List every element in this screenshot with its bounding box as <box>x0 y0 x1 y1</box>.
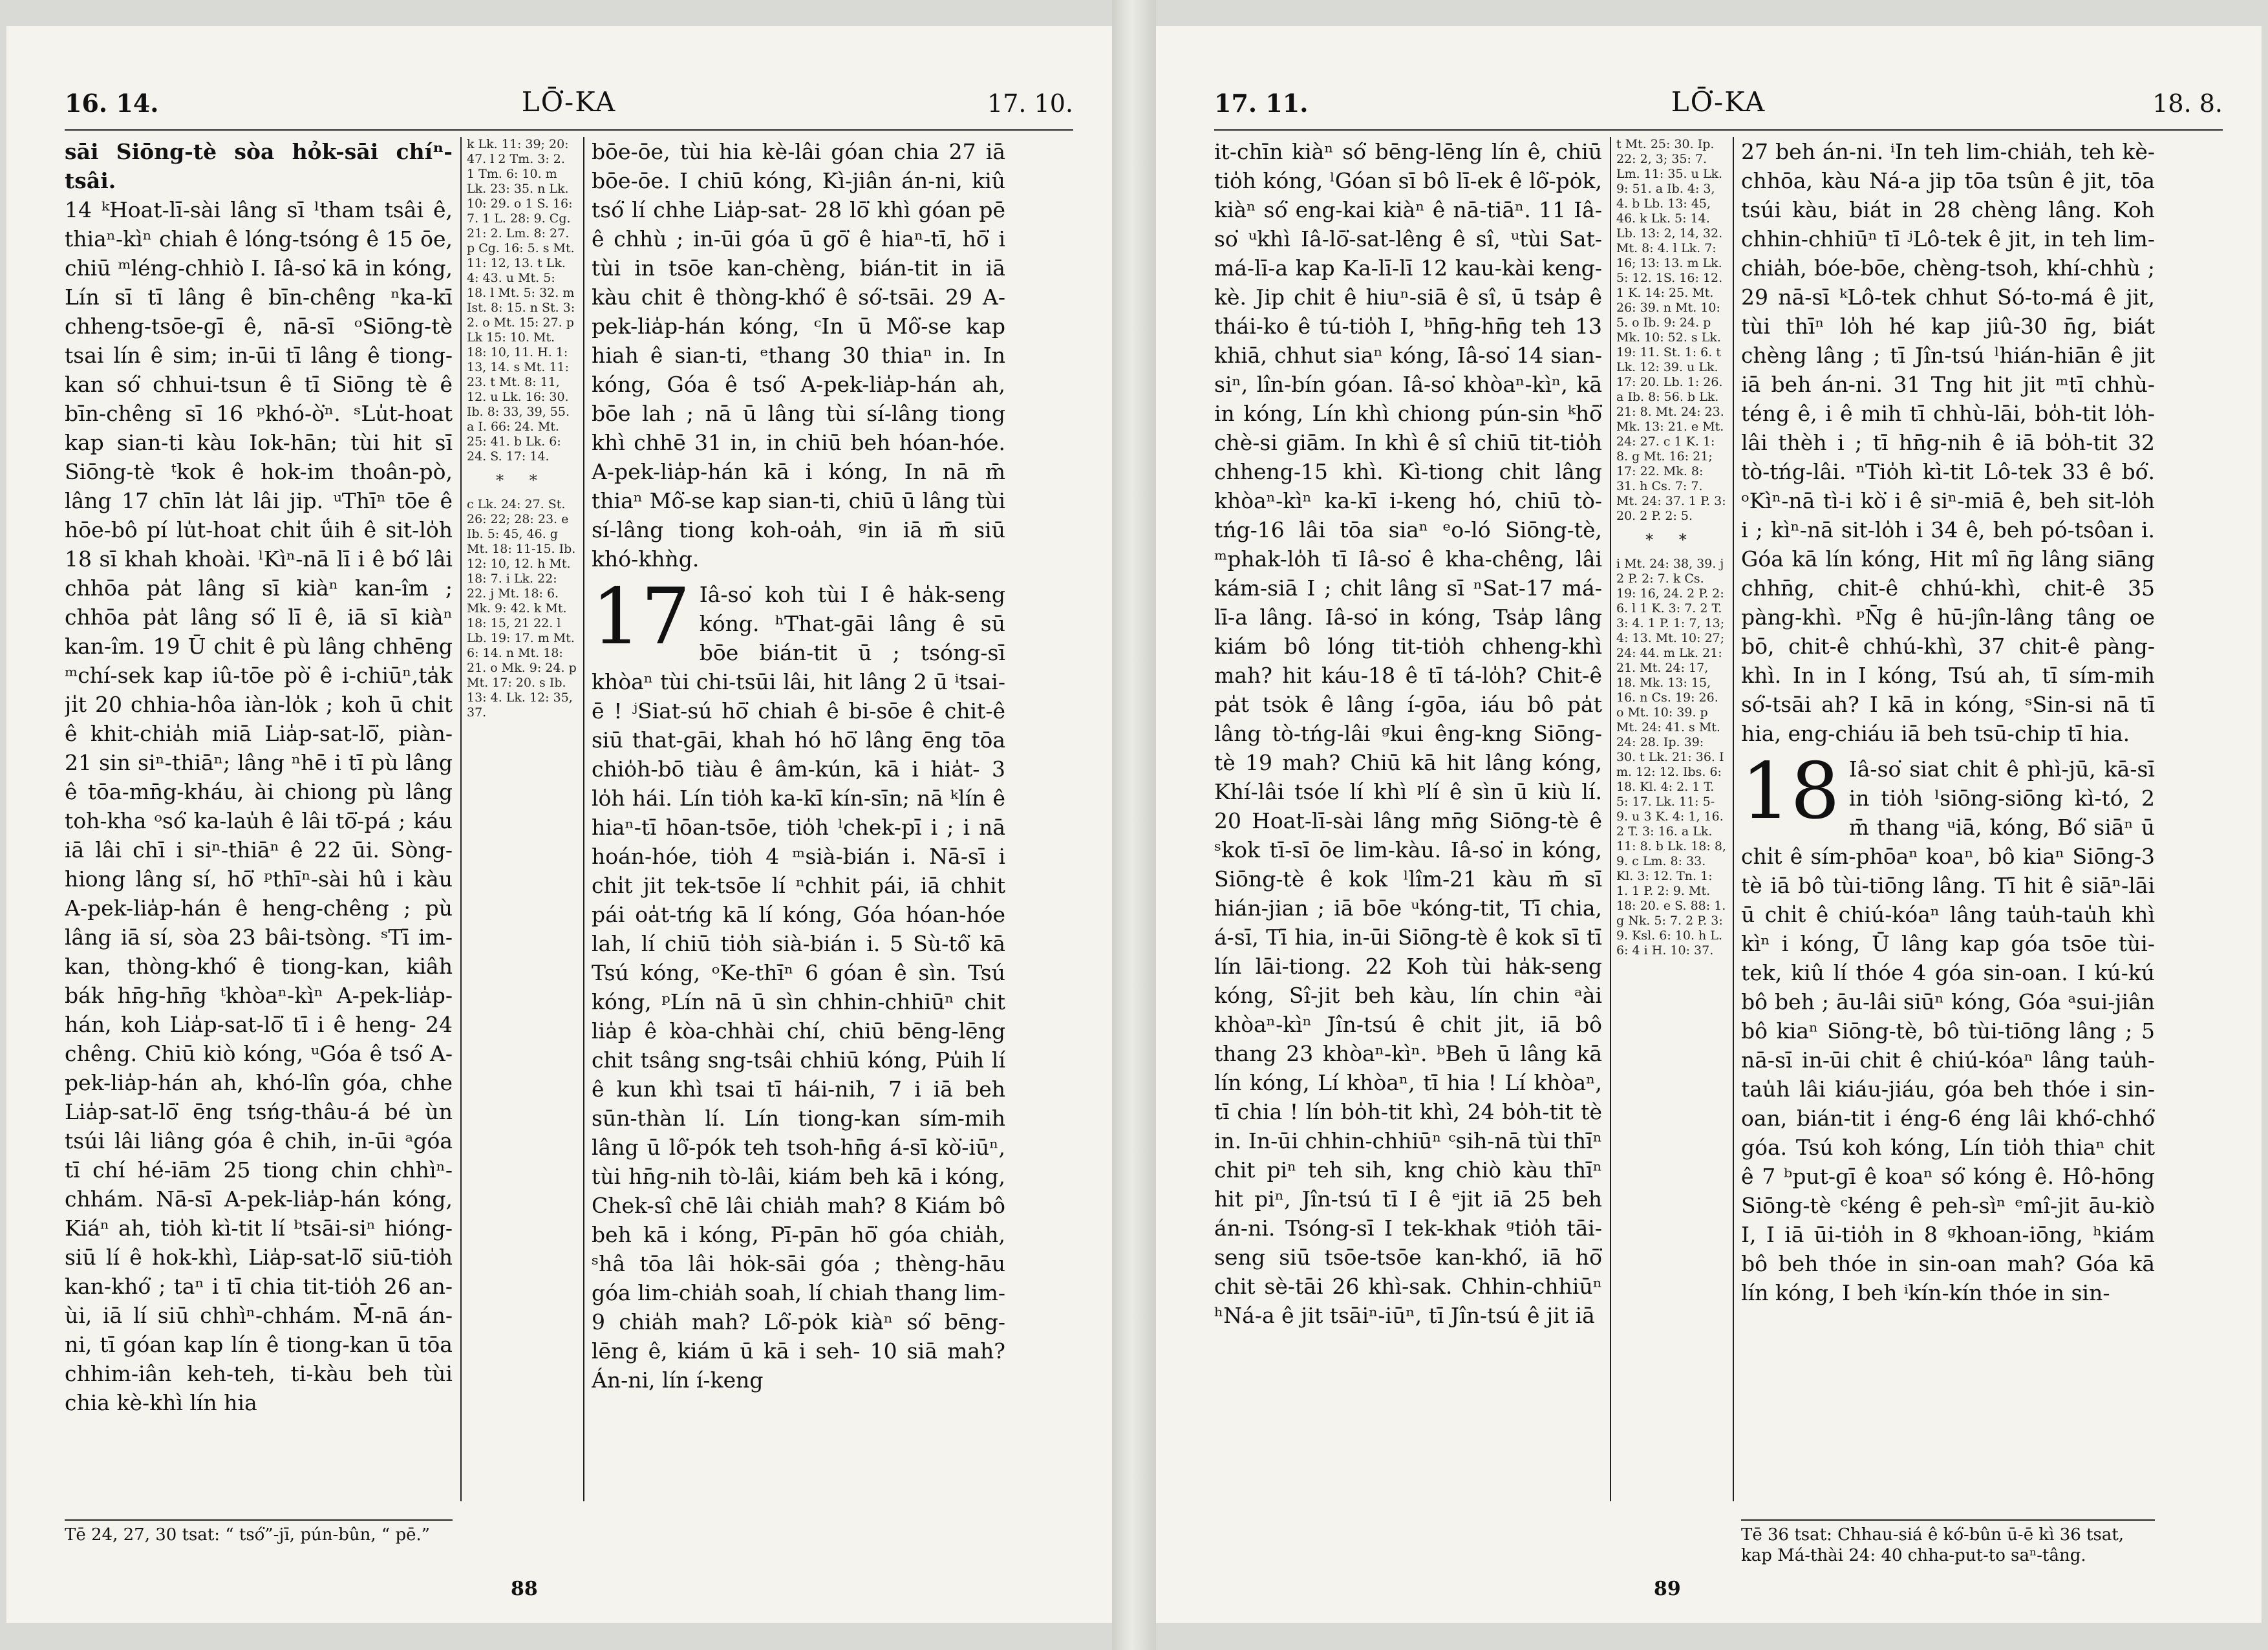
right-divider-2 <box>1733 137 1734 1501</box>
left-header-book-title: LŌ͘-KA <box>521 86 617 118</box>
left-divider-2 <box>583 137 584 1501</box>
left-page-number: 88 <box>511 1578 538 1600</box>
right-col2-body-b: Iâ-so͘ siat chi̍t ê phì-jū, kā-sī in tio̍h ˡsiōng-siōng kì-tó, 2 m̄ thang ᵘiā, kóng, Bó͘ siāⁿ ū chi̍t ê sím-phōaⁿ koaⁿ, bô kiaⁿ Siōng-3 tè iā bô tùi-tiōng lâng. Tī hit ê siāⁿ-lāi ū chi̍t ê chiú-kóaⁿ lâng tau̍h-tau̍h khì kìⁿ i kóng, Ū lâng kap góa tsōe tùi-tek, kiû lí thóe 4 góa sin-oan. I kú-kú bô beh ; āu-lâi siūⁿ kóng, Góa ᵃsui-jiân bô kiaⁿ Siōng-tè, bô tùi-tiōng lâng ; 5 nā-sī in-ūi chit ê chiú-kóaⁿ lâng tau̍h-tau̍h lâi kiáu-jiáu, góa beh thóe i sin-oan, bián-tit i éng-6 éng lâi khó͘-chhó͘ góa. Tsú koh kóng, Lín tio̍h thiaⁿ chit ê 7 ᵇput-gī ê koaⁿ só͘ kóng ê. Hô-hōng Siōng-tè ᶜkéng ê peh-sìⁿ ᵉmî-jit āu-kiò I, I iā ūi-tio̍h in 8 ᵍkhoan-iōng, ʰkiám bô beh thóe in sin-oan mah? Góa kā lín kóng, I beh ⁱkín-kín thóe in sin- <box>1741 756 2155 1305</box>
left-header-verse-start: 16. 14. <box>65 89 159 118</box>
left-refs-lower: c Lk. 24: 27. St. 26: 22; 28: 23. e Ib. 5: 45, 46. g Mt. 18: 11-15. Ib. 12: 10, 12. h Mt. 18: 7. i Lk. 22: 22. j Mt. 18: 6. Mk. 9: 42. k Mt. 18: 15, 21 22. l Lb. 19: 17. m Mt. 6: 14. n Mt. 18: 21. o Mk. 9: 24. p Mt. 17: 20. s Ib. 13: 4. Lk. 12: 35, 37. <box>467 497 577 720</box>
right-col2-body-a: 27 beh án-ni. ⁱIn teh lim-chia̍h, teh kè-chhōa, kàu Ná-a jip tōa tsûn ê jit, tōa tsúi kàu, biát in 28 chèng lâng. Koh chhin-chhiūⁿ tī ʲLô-tek ê jit, in teh lim-chia̍h, bóe-bōe, chèng-tsoh, khí-chhù ; 29 nā-sī ᵏLô-tek chhut Só-to-má ê jit, tùi thīⁿ lo̍h hé kap jiû-30 n̄g, biát chèng lâng ; tī Jîn-tsú ˡhián-hiān ê jit iā beh án-ni. 31 Tng hit jit ᵐtī chhù-téng ê, i ê mih tī chhù-lāi, bo̍h-tit lo̍h-lâi thèh i ; tī hn̄g-nih ê iā bo̍h-tit 32 tò-tńg-lâi. ⁿTio̍h kì-tit Lô-tek 33 ê bó͘. ᵒKìⁿ-nā tì-i kò͘ i ê siⁿ-miā ê, beh sit-lo̍h i ; kìⁿ-nā sit-lo̍h i 34 ê, beh pó-tsôan i. Góa kā lín kóng, Hit mî n̄g lâng siāng chhn̄g, chit-ê chhú-khì, chit-ê 35 pàng-khì. ᵖN̄g ê hū-jîn-lâng tâng oe bō, chit-ê chhú-khì, 37 chit-ê pàng-khì. In in I kóng, Tsú ah, tī sím-mih só͘-tsāi ah? I kā in kóng, ˢSin-si nā tī hia, eng-chiáu iā beh tsū-chip tī hia. <box>1741 139 2155 746</box>
left-header-rule <box>65 129 1073 131</box>
left-page <box>6 26 1112 1623</box>
right-header-rule <box>1214 129 2223 131</box>
left-footnote: Tē 24, 27, 30 tsat: “ tsó͘”-jī, pún-bûn, “ pē.” <box>65 1519 453 1545</box>
right-running-header <box>1214 78 2223 123</box>
right-page-number: 89 <box>1654 1578 1681 1600</box>
left-refs-stars: * * <box>496 471 548 489</box>
chapter-number-17: 17 <box>592 572 690 662</box>
left-divider-1 <box>460 137 462 1501</box>
left-running-header <box>65 78 1073 123</box>
left-col1-body: 14 ᵏHoat-lī-sài lâng sī ˡtham tsâi ê, thiaⁿ-kìⁿ chiah ê lóng-tsóng ê 15 ōe, chiū ᵐléng-chhiò I. Iâ-so͘ kā in kóng, Lín sī tī lâng ê bīn-chêng ⁿka-kī chheng-tsōe-gī ê, nā-sī ᵒSiōng-tè tsai lín ê sim; in-ūi tī lâng ê tiong-kan só͘ chhui-tsun ê tī Siōng tè ê bīn-chêng sī 16 ᵖkhó-ò͘ⁿ. ˢLu̍t-hoat kap sian-ti kàu Iok-hān; tùi hit sī Siōng-tè ᵗkok ê hok-im thoân-pò, lâng 17 chīn la̍t lâi jip. ᵘThīⁿ tōe ê hōe-bô pí lu̍t-hoat chi̍t ǘih ê sit-lo̍h 18 sī khah khoài. ˡKìⁿ-nā lī i ê bó͘ lâi chhōa pa̍t lâng sī kiàⁿ kan-îm ; chhōa pa̍t lâng só͘ lī ê, iā sī kiàⁿ kan-îm. 19 Ū chi̍t ê pù lâng chhēng ᵐchí-sek kap iû-tōe pò͘ ê i-chiūⁿ,ta̍k ji̍t 20 chhia-hôa iàn-lo̍k ; koh ū chi̍t ê khit-chia̍h miā Lia̍p-sat-lō͘, piàn- 21 sin siⁿ-thiāⁿ; lâng ⁿhē i tī pù lâng ê tōa-mn̄g-kháu, ài chiong pù lâng toh-kha ᵒsó͘ ka-lau̍h ê lâi tō͘-pá ; káu iā lâi chī i siⁿ-thiāⁿ ê 22 ūi. Sòng-hiong lâng sí, hō͘ ᵖthīⁿ-sài hû i kàu A-pek-lia̍p-hán ê heng-chêng ; pù lâng iā sí, sòa 23 bâi-tsòng. ˢTī im-kan, thòng-khó͘ ê tiong-kan, kiâh bák hn̄g-hn̄g ᵗkhòaⁿ-kìⁿ A-pek-lia̍p-hán, koh Lia̍p-sat-lō͘ tī i ê heng- 24 chêng. Chiū kiò kóng, ᵘGóa ê tsó͘ A-pek-lia̍p-hán ah, khó-lîn góa, chhe Lia̍p-sat-lō͘ ēng tsńg-thâu-á bé ùn tsúi lâi liâng góa ê chih, in-ūi ᵃgóa tī chí hé-iām 25 tiong chin chhìⁿ-chhám. Nā-sī A-pek-lia̍p-hán kóng, Kiáⁿ ah, tio̍h kì-tit lí ᵇtsāi-siⁿ hióng-siū lí ê hok-khì, Lia̍p-sat-lō͘ siū-tio̍h kan-khó͘ ; taⁿ i tī chia tit-tio̍h 26 an-ùi, iā lí siū chhìⁿ-chhám. M̄-nā án-ni, tī góan kap lín ê tiong-kan ū tōa chhim-iân keh-teh, ti-kàu beh tùi chia kè-khì lín hia <box>65 197 453 1415</box>
right-cross-references <box>1616 137 1726 1501</box>
left-header-verse-end: 17. 10. <box>987 89 1073 118</box>
right-refs-stars: * * <box>1645 531 1697 549</box>
left-col1-heading: sāi Siōng-tè sòa hỏk-sāi chíⁿ-tsâi. <box>65 139 453 193</box>
right-footnote: Tē 36 tsat: Chhau-siá ê kó͘-bûn ū-ē kì 36 tsat, kap Má-thài 24: 40 chha-put-to saⁿ-tâng. <box>1741 1519 2155 1566</box>
left-cross-references <box>467 137 577 1501</box>
left-column-2 <box>592 137 1005 1501</box>
right-divider-1 <box>1610 137 1611 1501</box>
right-header-book-title: LŌ͘-KA <box>1671 86 1766 118</box>
right-refs-lower: i Mt. 24: 38, 39. j 2 P. 2: 7. k Cs. 19: 16, 24. 2 P. 2: 6. l 1 K. 3: 7. 2 T. 3: 4. 1 P. 1: 7, 13; 4: 13. Mt. 10: 27; 24: 44. m Lk. 21: 21. Mt. 24: 17, 18. Mk. 13: 15, 16. n Cs. 19: 26. o Mt. 10: 39. p Mt. 24: 41. s Mt. 24: 28. Ip. 39: 30. t Lk. 21: 36. I m. 12: 12. Ibs. 6: 18. Kl. 4: 2. 1 T. 5: 17. Lk. 11: 5-9. u 3 K. 4: 1, 16. 2 T. 3: 16. a Lk. 11: 8. b Lk. 18: 8, 9. c Lm. 8: 33. Kl. 3: 12. Tn. 1: 1. 1 P. 2: 9. Mt. 18: 20. e S. 88: 1. g Nk. 5: 7. 2 P. 3: 9. Ksl. 6: 10. h L. 6: 4 i H. 10: 37. <box>1616 557 1726 958</box>
right-header-verse-end: 18. 8. <box>2152 89 2223 118</box>
right-col1-body: it-chīn kiàⁿ só͘ bēng-lēng lín ê, chiū tio̍h kóng, ˡGóan sī bô lī-ek ê lô͘-pȯk, kiàⁿ só͘ eng-kai kiàⁿ ê nā-tiāⁿ. 11 Iâ-so͘ ᵘkhì Iâ-lō͘-sat-lêng ê sî, ᵘtùi Sat-má-lī-a kap Ka-lī-lī 12 kau-kài keng-kè. Jip chi̍t ê hiuⁿ-siā ê sî, ū tsa̍p ê thái-ko ê tú-tio̍h I, ᵇhn̄g-hn̄g teh 13 khiā, chhut siaⁿ kóng, Iâ-so͘ 14 sian-siⁿ, lîn-bín góan. Iâ-so͘ khòaⁿ-kìⁿ, kā in kóng, Lín khì chiong pún-sin ᵏhō͘ chè-si giām. In khì ê sî chiū tit-tio̍h chheng-15 khì. Kì-tiong chi̍t lâng khòaⁿ-kìⁿ ka-kī i-keng hó, chiū tò-tńg-16 lâi tōa siaⁿ ᵉo-ló Siōng-tè, ᵐphak-lo̍h tī Iâ-so͘ ê kha-chêng, lâi kám-siā I ; chi̍t lâng sī ⁿSat-17 má-lī-a lâng. Iâ-so͘ in kóng, Tsa̍p lâng kiám bô lóng tit-tio̍h chheng-khì mah? hit káu-18 ê tī tá-lo̍h? Chit-ê pa̍t tsȯk ê lâng í-gōa, iáu bô pa̍t lâng tò-tńg-lâi ᵍkui êng-kng Siōng-tè 19 mah? Chiū kā hit lâng kóng, Khí-lâi tsóe lí khì ᵖlí ê sìn ū kiù lí. 20 Hoat-lī-sài lâng mn̄g Siōng-tè ê ˢkok tī-sī ōe lim-kàu. Iâ-so͘ in kóng, Siōng-tè ê kok ˡlîm-21 kàu m̄ sī hián-jian ; iā bōe ᵘkóng-tit, Tī chia, á-sī, Tī hia, in-ūi Siōng-tè ê kok sī tī lín lāi-tiong. 22 Koh tùi ha̍k-seng kóng, Sî-jit beh kàu, lín chin ᵃài khòaⁿ-kìⁿ Jîn-tsú ê chi̍t ji̍t, iā bô thang 23 khòaⁿ-kìⁿ. ᵇBeh ū lâng kā lín kóng, Lí khòaⁿ, tī hia ! Lí khòaⁿ, tī chia ! lín bo̍h-tit khì, 24 bo̍h-tit tè in. In-ūi chhin-chhiūⁿ ᶜsih-nā tùi thīⁿ chit piⁿ teh sih, kng chiò kàu thīⁿ hit piⁿ, Jîn-tsú tī I ê ᵉjit iā 25 beh án-ni. Tsóng-sī I tek-khak ᵍtio̍h tāi-seng siū tsōe-tsōe kan-khó͘, iā hō͘ chit sè-tāi 26 khì-sak. Chhin-chhiūⁿ ʰNá-a ê jit tsāiⁿ-iūⁿ, tī Jîn-tsú ê jit iā <box>1214 139 1602 1328</box>
right-page <box>1156 26 2262 1623</box>
left-col2-body-a: bōe-ōe, tùi hia kè-lâi góan chia 27 iā bōe-ōe. I chiū kóng, Kì-jiân án-ni, kiû tsó͘ lí chhe Lia̍p-sat- 28 lō͘ khì góan pē ê chhù ; in-ūi góa ū gō͘ ê hiaⁿ-tī, hō͘ i tùi in tsōe kan-chèng, bián-tit in iā kàu chit ê thòng-khó͘ ê só͘-tsāi. 29 A-pek-lia̍p-hán kóng, ᶜIn ū Mô͘-se kap hiah ê sian-ti, ᵉthang 30 thiaⁿ in. In kóng, Góa ê tsó͘ A-pek-lia̍p-hán ah, bōe lah ; nā ū lâng tùi sí-lâng tiong khì chhē 31 in, in chiū beh hóan-hóe. A-pek-lia̍p-hán kā i kóng, In nā m̄ thiaⁿ Mô͘-se kap sian-ti, chiū ū lâng tùi sí-lâng tiong koh-oa̍h, ᵍin iā m̄ siū khó-khǹg. <box>592 139 1005 572</box>
left-col2-body-b: Iâ-so͘ koh tùi I ê ha̍k-seng kóng. ʰThat-gāi lâng ê sū bōe bián-tit ū ; tsóng-sī khòaⁿ tùi chi-tsūi lâi, hit lâng 2 ū ⁱtsai-ē ! ʲSiat-sú hō͘ chiah ê bi-sōe ê chit-ê siū that-gāi, khah hó hō͘ lâng ēng tōa chio̍h-bō tiàu ê âm-kún, kā i hia̍t- 3 lo̍h hái. Lín tio̍h ka-kī kín-sīn; nā ᵏlín ê hiaⁿ-tī hōan-tsōe, tio̍h ˡchek-pī i ; i nā hoán-hóe, tio̍h 4 ᵐsià-bián i. Nā-sī i chi̍t jit tek-tsōe lí ⁿchhit pái, iā chhit pái oa̍t-tńg kā lí kóng, Góa hóan-hóe lah, lí chiū tio̍h sià-bián i. 5 Sù-tô͘ kā Tsú kóng, ᵒKe-thīⁿ 6 góan ê sìn. Tsú kóng, ᵖLín nā ū sìn chhin-chhiūⁿ chit lia̍p ê kòa-chhài chí, chiū bēng-lēng chit tsâng sng-tsâi chhiū kóng, Pu̍ih lí ê kun khì tsai tī hái-nih, 7 i iā beh sūn-thàn lí. Lín tiong-kan sím-mih lâng ū lô͘-pók teh tsoh-hn̄g á-sī kò͘-iūⁿ, tùi hn̄g-nih tò-lâi, kiám beh kā i kóng, Chek-sî chē lâi chia̍h mah? 8 Kiám bô beh kā i kóng, Pī-pān hō͘ góa chia̍h, ˢhâ tōa lâi hȯk-sāi góa ; thèng-hāu góa lim-chia̍h soah, lí chiah thang lim- 9 chia̍h mah? Lô͘-pȯk kiàⁿ só͘ bēng-lēng ê, kiám ū kā i seh- 10 siā mah? Án-ni, lín í-keng <box>592 582 1005 1393</box>
right-refs-upper: t Mt. 25: 30. Ip. 22: 2, 3; 35: 7. Lm. 11: 35. u Lk. 9: 51. a Ib. 4: 3, 4. b Lb. 13: 45, 46. k Lk. 5: 14. Lb. 13: 2, 14, 32. Mt. 8: 4. l Lk. 7: 16; 13: 13. m Lk. 5: 12. 1S. 16: 12. 1 K. 14: 25. Mt. 26: 39. n Mt. 10: 5. o Ib. 9: 24. p Mk. 10: 52. s Lk. 19: 11. St. 1: 6. t Lk. 12: 39. u Lk. 17: 20. Lb. 1: 26. a Ib. 8: 56. b Lk. 21: 8. Mt. 24: 23. Mk. 13: 21. e Mt. 24: 27. c 1 K. 1: 8. g Mt. 16: 21; 17: 22. Mk. 8: 31. h Cs. 7: 7. Mt. 24: 37. 1 P. 3: 20. 2 P. 2: 5. <box>1616 137 1726 523</box>
chapter-number-18: 18 <box>1741 747 1840 837</box>
right-header-verse-start: 17. 11. <box>1214 89 1309 118</box>
right-column-2 <box>1741 137 2155 1501</box>
left-refs-upper: k Lk. 11: 39; 20: 47. l 2 Tm. 3: 2. 1 Tm. 6: 10. m Lk. 23: 35. n Lk. 10: 29. o 1 S. 16: 7. 1 L. 28: 9. Cg. 21: 2. Lm. 8: 27. p Cg. 16: 5. s Mt. 11: 12, 13. t Lk. 4: 43. u Mt. 5: 18. l Mt. 5: 32. m Ist. 8: 15. n St. 3: 2. o Mt. 15: 27. p Lk 15: 10. Mt. 18: 10, 11. H. 1: 13, 14. s Mt. 11: 23. t Mt. 8: 11, 12. u Lk. 16: 30. Ib. 8: 33, 39, 55. a I. 66: 24. Mt. 25: 41. b Lk. 6: 24. S. 17: 14. <box>467 137 575 464</box>
book-gutter <box>1112 0 1156 1650</box>
left-column-1 <box>65 137 453 1501</box>
right-column-1 <box>1214 137 1602 1501</box>
